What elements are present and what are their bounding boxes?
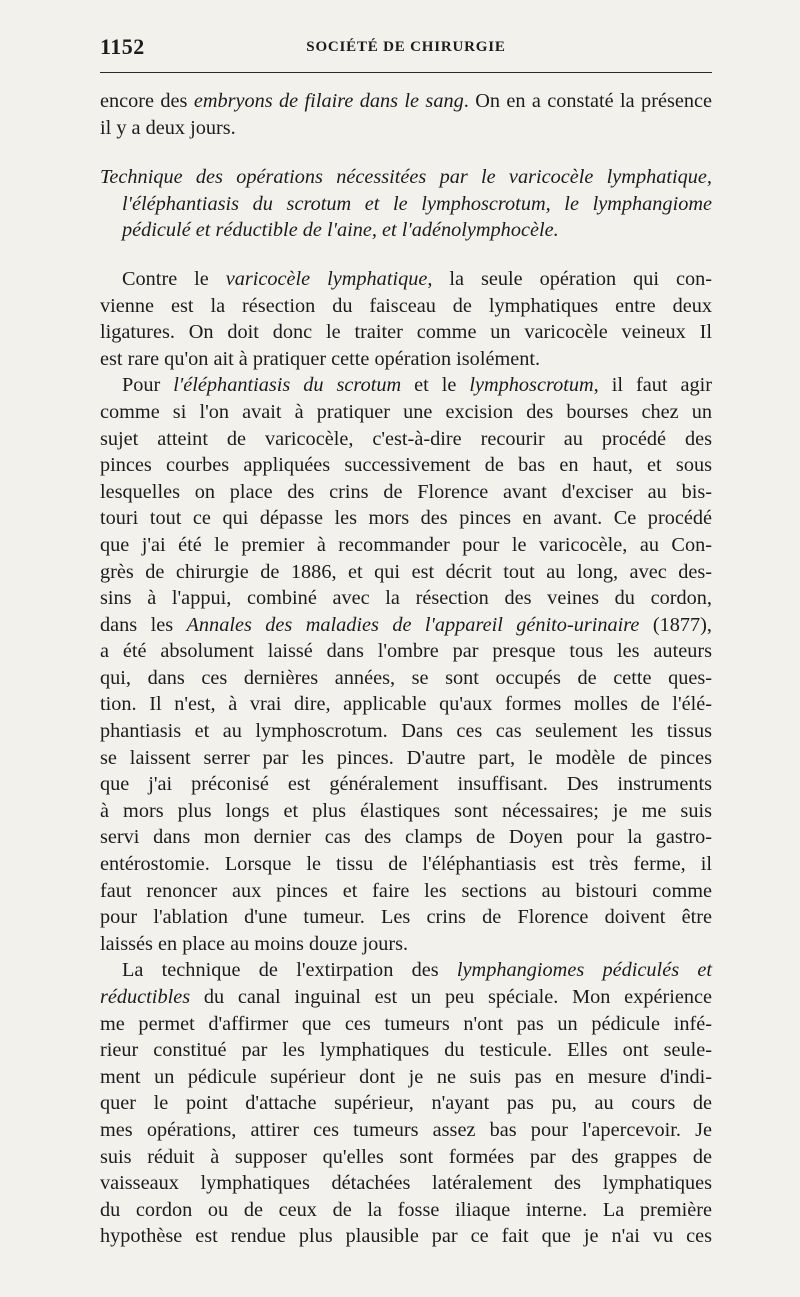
text-line: touri tout ce qui dépasse les mors des pinces en avant. Ce procédé — [100, 507, 712, 530]
text-line: que j'ai préconisé est généralement insuffisant. Des instruments — [100, 773, 712, 796]
text-line: mes opérations, attirer ces tumeurs assez bas pour l'apercevoir. Je — [100, 1118, 712, 1141]
text-line: phantiasis et au lymphoscrotum. Dans ces cas seulement les tissus — [100, 720, 712, 743]
text-line: entérostomie. Lorsque le tissu de l'éléphantiasis est très ferme, il — [100, 853, 712, 876]
page-header — [100, 34, 712, 64]
text-line: ligatures. On doit donc le traiter comme un varicocèle veineux Il — [100, 321, 712, 344]
intro-paragraph — [100, 88, 712, 141]
text-line: pour l'ablation d'une tumeur. Les crins de Florence doivent être — [100, 906, 712, 929]
text-line: laissés en place au moins douze jours. — [100, 932, 409, 955]
text-line: à mors plus longs et plus élastiques sont nécessaires; je me suis — [100, 799, 712, 822]
text-line: servi dans mon dernier cas des clamps de Doyen pour la gastro- — [100, 826, 712, 849]
text-line: Pour l'éléphantiasis du scrotum et le lymphoscrotum, il faut agir — [122, 374, 712, 397]
text-line: La technique de l'extirpation des lymphangiomes pédiculés et — [122, 959, 712, 982]
text-line: réductibles du canal inguinal est un peu spéciale. Mon expérience — [100, 986, 712, 1008]
text-line: dans les Annales des maladies de l'appareil génito-urinaire (1877), — [100, 613, 712, 636]
text-line: hypothèse est rendue plus plausible par ce fait que je n'ai vu ces — [100, 1225, 712, 1248]
text-line: comme si l'on avait à pratiquer une excision des bourses chez un — [100, 400, 712, 423]
text-line: vaisseaux lymphatiques détachées latéralement des lymphatiques — [100, 1172, 712, 1195]
text-line: quer le point d'attache supérieur, n'ayant pas pu, au cours de — [100, 1092, 712, 1115]
text-line: a été absolument laissé dans l'ombre par presque tous les auteurs — [100, 640, 712, 663]
section-title-line: Technique des opérations nécessitées par le varicocèle lymphatique, — [100, 166, 712, 189]
text-line: est rare qu'on ait à pratiquer cette opération isolément. — [100, 347, 541, 370]
paragraph-varicocele — [100, 266, 712, 372]
running-title: SOCIÉTÉ DE CHIRURGIE — [306, 39, 506, 55]
paragraph-lymphangiomes — [100, 957, 712, 1250]
text-line: qui, dans ces dernières années, se sont occupés de cette ques- — [100, 666, 712, 689]
document-body — [100, 88, 712, 1250]
text-line: que j'ai été le premier à recommander pour le varicocèle, au Con- — [100, 533, 712, 556]
text-line: grès de chirurgie de 1886, et qui est décrit tout au long, avec des- — [100, 560, 712, 583]
text-line: pinces courbes appliquées successivement de bas en haut, et sous — [100, 454, 712, 477]
text-line: suis réduit à supposer qu'elles sont formées par des grappes de — [100, 1145, 712, 1168]
text-line: sujet atteint de varicocèle, c'est-à-dire recourir au procédé des — [100, 427, 712, 450]
section-title-line: l'éléphantiasis du scrotum et le lymphoscrotum, le lymphangiome — [122, 192, 712, 215]
text-line: sins à l'appui, combiné avec la résection des veines du cordon, — [100, 587, 712, 610]
text-line: du cordon ou de ceux de la fosse iliaque interne. La première — [100, 1198, 712, 1221]
text-line: vienne est la résection du faisceau de lymphatiques entre deux — [100, 294, 712, 317]
text-line: Contre le varicocèle lymphatique, la seule opération qui con- — [122, 267, 712, 290]
text-line: lesquelles on place des crins de Florence avant d'exciser au bis- — [100, 480, 712, 503]
text-line: me permet d'affirmer que ces tumeurs n'ont pas un pédicule infé- — [100, 1012, 712, 1035]
page-number: 1152 — [100, 34, 145, 59]
section-title-line: pédiculé et réductible de l'aine, et l'adénolymphocèle. — [122, 219, 559, 242]
text-line: se laissent serrer par les pinces. D'autre part, le modèle de pinces — [100, 746, 712, 769]
text-line: rieur constitué par les lymphatiques du testicule. Elles ont seule- — [100, 1039, 712, 1062]
paragraph-elephantiasis — [100, 372, 712, 957]
text-line: faut renoncer aux pinces et faire les sections au bistouri comme — [100, 879, 712, 902]
section-title — [100, 164, 712, 244]
text-line: encore des embryons de filaire dans le sang. On en a constaté la présence — [100, 90, 712, 112]
text-line: ment un pédicule supérieur dont je ne suis pas en mesure d'indi- — [100, 1065, 712, 1088]
text-line: tion. Il n'est, à vrai dire, applicable qu'aux formes molles de l'élé- — [100, 693, 712, 716]
header-rule — [100, 72, 712, 73]
text-line: il y a deux jours. — [100, 116, 236, 139]
